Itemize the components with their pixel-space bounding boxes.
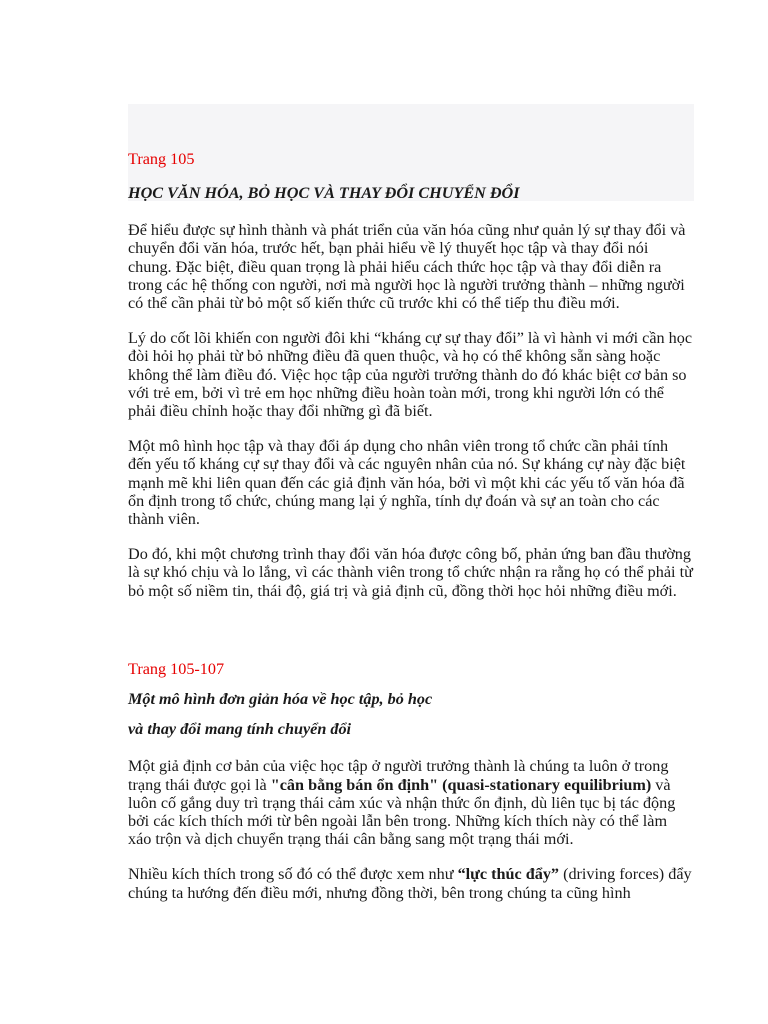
paragraph-text: và luôn cố gắng duy trì trạng thái cảm xúc và nhận thức ổn định, dù liên tục bị tác động bởi các kích thích mới từ bên ngoài lẫn bên trong. Những kích thích này có thể làm xáo trộn và dịch chuyển trạng thái cân bằng sang một trạng thái mới. (128, 775, 676, 849)
section-simplified-model (128, 660, 694, 902)
paragraph: Do đó, khi một chương trình thay đổi văn hóa được công bố, phản ứng ban đầu thường là sự khó chịu và lo lắng, vì các thành viên trong tổ chức nhận ra rằng họ có thể phải từ bỏ một số niềm tin, thái độ, giá trị và giả định cũ, đồng thời học hỏi những điều mới. (128, 545, 693, 600)
bold-term: "cân bằng bán ổn định" (quasi-stationary equilibrium) (270, 775, 652, 794)
paragraph (128, 757, 694, 848)
section-heading-line-1: Một mô hình đơn giản hóa về học tập, bỏ học (128, 690, 433, 708)
paragraph: Lý do cốt lõi khiến con người đôi khi “kháng cự sự thay đổi” là vì hành vi mới cần học đòi hỏi họ phải từ bỏ những điều đã quen thuộc, và họ có thể không sẵn sàng hoặc không thể làm điều đó. Việc học tập của người trưởng thành do đó khác biệt cơ bản so với trẻ em, bởi vì trẻ em học những điều hoàn toàn mới, trong khi người lớn có thể phải điều chỉnh hoặc thay đổi những gì đã biết. (128, 329, 693, 421)
paragraph-text: (driving forces) đẩy chúng ta hướng đến điều mới, nhưng đồng thời, bên trong chúng ta cũng hình (128, 865, 692, 902)
section-culture-learning (128, 150, 694, 600)
section-heading: HỌC VĂN HÓA, BỎ HỌC VÀ THAY ĐỔI CHUYỂN ĐỔI (128, 184, 520, 202)
bold-term: “lực thúc đẩy” (457, 865, 560, 884)
section-heading-line-2: và thay đổi mang tính chuyển đổi (128, 720, 352, 739)
paragraph: Một mô hình học tập và thay đổi áp dụng cho nhân viên trong tổ chức cần phải tính đến yếu tố kháng cự sự thay đổi và các nguyên nhân của nó. Sự kháng cự này đặc biệt mạnh mẽ khi liên quan đến các giả định văn hóa, bởi vì một khi các yếu tố văn hóa đã ổn định trong tổ chức, chúng mang lại ý nghĩa, tính dự đoán và sự an toàn cho các thành viên. (128, 437, 686, 529)
paragraph (128, 865, 694, 901)
paragraph-text: Một giả định cơ bản của việc học tập ở người trưởng thành là chúng ta luôn ở trong trạng thái được gọi là (128, 757, 669, 794)
page-reference: Trang 105-107 (128, 660, 225, 678)
paragraph-text: Nhiều kích thích trong số đó có thể được xem như (128, 865, 458, 884)
paragraph: Để hiểu được sự hình thành và phát triển của văn hóa cũng như quản lý sự thay đổi và chuyển đổi văn hóa, trước hết, bạn phải hiểu về lý thuyết học tập và thay đổi nói chung. Đặc biệt, điều quan trọng là phải hiểu cách thức học tập và thay đổi diễn ra trong các hệ thống con người, nơi mà người học là người trưởng thành – những người có thể cần phải từ bỏ một số kiến thức cũ trước khi có thể tiếp thu điều mới. (128, 221, 686, 313)
page-reference: Trang 105 (128, 150, 195, 168)
